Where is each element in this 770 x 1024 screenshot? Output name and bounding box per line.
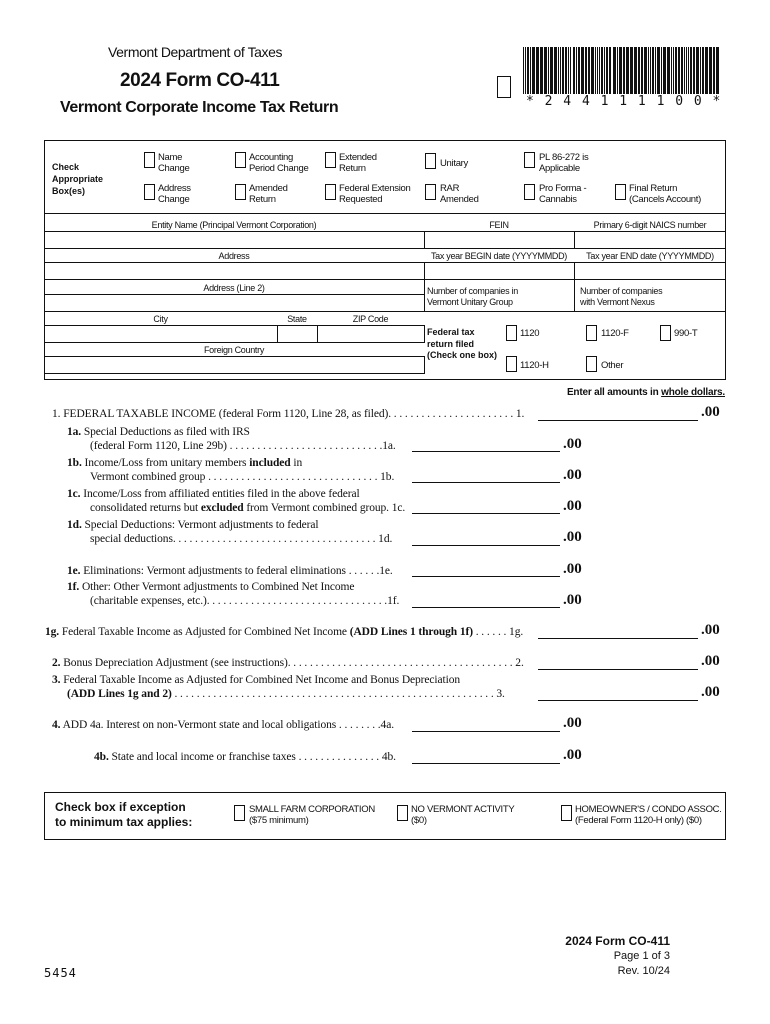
line-4b-cents: .00 bbox=[563, 747, 582, 763]
fein-input[interactable] bbox=[424, 231, 575, 249]
line-1b-label-2: Vermont combined group . . . . . . . . . . . . . . . . . . . . . . . . . . . . . . . 1b. bbox=[90, 471, 395, 483]
fed-1120f-label: 1120-F bbox=[601, 328, 629, 339]
line-1f-label-2: (charitable expenses, etc.). . . . . . . . . . . . . . . . . . . . . . . . . . . . . . . . .1f. bbox=[90, 595, 400, 607]
line-1g-label: 1g. Federal Taxable Income as Adjusted for Combined Net Income (ADD Lines 1 through 1f) . . . . . . 1g. bbox=[45, 626, 524, 638]
fed-1120h-label: 1120-H bbox=[520, 360, 549, 371]
accounting-period-checkbox[interactable] bbox=[235, 152, 246, 168]
line-1g-amount[interactable] bbox=[538, 638, 698, 639]
unitary-checkbox[interactable] bbox=[425, 153, 436, 169]
check-boxes-title: Check Appropriate Box(es) bbox=[52, 162, 104, 196]
line-2-label: 2. Bonus Depreciation Adjustment (see instructions). . . . . . . . . . . . . . . . . . . . . . . . . . . . . . . . . . . . . . . . . 2. bbox=[52, 657, 524, 669]
line-1b-label: 1b. Income/Loss from unitary members included in bbox=[67, 457, 303, 469]
num-companies-nexus-label: Number of companies with Vermont Nexus bbox=[580, 286, 663, 307]
line-1-cents: .00 bbox=[701, 404, 720, 420]
amended-return-checkbox[interactable] bbox=[235, 184, 246, 200]
foreign-country-input[interactable] bbox=[44, 356, 425, 374]
line-3-cents: .00 bbox=[701, 684, 720, 700]
line-1g-cents: .00 bbox=[701, 622, 720, 638]
tax-year-begin-label: Tax year BEGIN date (YYYYMMDD) bbox=[430, 251, 568, 261]
line-1b-amount[interactable] bbox=[412, 482, 560, 483]
no-vt-activity-checkbox[interactable] bbox=[397, 805, 408, 821]
footer-rev: Rev. 10/24 bbox=[617, 965, 670, 977]
line-1d-label: 1d. Special Deductions: Vermont adjustments to federal bbox=[67, 519, 319, 531]
line-4b-amount[interactable] bbox=[412, 763, 560, 764]
foreign-country-label: Foreign Country bbox=[203, 345, 265, 355]
line-1d-cents: .00 bbox=[563, 529, 582, 545]
fed-1120-checkbox[interactable] bbox=[506, 325, 517, 341]
department-name: Vermont Department of Taxes bbox=[108, 44, 283, 60]
line-1c-label-2: consolidated returns but excluded from Vermont combined group. 1c. bbox=[90, 502, 406, 514]
address-label: Address bbox=[218, 251, 250, 261]
num-companies-unitary-label: Number of companies in Vermont Unitary Group bbox=[427, 286, 518, 307]
fed-990t-checkbox[interactable] bbox=[660, 325, 671, 341]
naics-input[interactable] bbox=[574, 231, 726, 249]
pl-86-272-label: PL 86-272 is Applicable bbox=[539, 152, 589, 174]
homeowners-checkbox[interactable] bbox=[561, 805, 572, 821]
tax-year-end-label: Tax year END date (YYYYMMDD) bbox=[586, 251, 714, 261]
barcode-number: * 2 4 4 1 1 1 1 0 0 * bbox=[526, 94, 722, 109]
naics-label: Primary 6-digit NAICS number bbox=[593, 220, 707, 230]
extended-return-label: Extended Return bbox=[339, 152, 377, 174]
final-return-label: Final Return (Cancels Account) bbox=[629, 183, 701, 205]
footer-page: Page 1 of 3 bbox=[613, 950, 670, 962]
small-farm-checkbox[interactable] bbox=[234, 805, 245, 821]
line-4a-label: 4. ADD 4a. Interest on non-Vermont state and local obligations . . . . . . . .4a. bbox=[52, 719, 394, 731]
line-1a-label-2: (federal Form 1120, Line 29b) . . . . . . . . . . . . . . . . . . . . . . . . . . . .1a. bbox=[90, 440, 396, 452]
entity-name-input[interactable] bbox=[44, 231, 425, 249]
accounting-period-label: Accounting Period Change bbox=[249, 152, 309, 174]
fed-990t-label: 990-T bbox=[674, 328, 698, 339]
extended-return-checkbox[interactable] bbox=[325, 152, 336, 168]
federal-return-label: Federal tax return filed (Check one box) bbox=[427, 327, 498, 360]
city-label: City bbox=[153, 314, 168, 324]
amounts-note: Enter all amounts in whole dollars. bbox=[566, 387, 725, 398]
tax-year-end-input[interactable] bbox=[574, 262, 726, 280]
form-subtitle: Vermont Corporate Income Tax Return bbox=[60, 99, 339, 116]
line-1b-cents: .00 bbox=[563, 467, 582, 483]
zip-label: ZIP Code bbox=[352, 314, 389, 324]
fed-1120f-checkbox[interactable] bbox=[586, 325, 597, 341]
address-input[interactable] bbox=[44, 262, 425, 280]
exception-title: Check box if exception to minimum tax applies: bbox=[55, 800, 193, 829]
address2-input[interactable] bbox=[44, 294, 425, 312]
city-input[interactable] bbox=[44, 325, 278, 343]
line-1d-label-2: special deductions. . . . . . . . . . . . . . . . . . . . . . . . . . . . . . . . . . . . . 1d. bbox=[90, 533, 393, 545]
entity-name-label: Entity Name (Principal Vermont Corporation) bbox=[151, 220, 317, 230]
line-1e-label: 1e. Eliminations: Vermont adjustments to federal eliminations . . . . . .1e. bbox=[67, 565, 393, 577]
line-1c-label: 1c. Income/Loss from affiliated entities filed in the above federal bbox=[67, 488, 360, 500]
line-4b-label: 4b. State and local income or franchise taxes . . . . . . . . . . . . . . . 4b. bbox=[94, 751, 396, 763]
fed-1120h-checkbox[interactable] bbox=[506, 356, 517, 372]
small-farm-label: SMALL FARM CORPORATION ($75 minimum) bbox=[249, 804, 375, 826]
no-vt-activity-label: NO VERMONT ACTIVITY ($0) bbox=[411, 804, 515, 826]
line-3-label-2: (ADD Lines 1g and 2) . . . . . . . . . . . . . . . . . . . . . . . . . . . . . . . . . . . . . . . . . . . . . . . . . . . . . . . . . . 3. bbox=[67, 688, 505, 700]
form-title: 2024 Form CO-411 bbox=[120, 70, 280, 91]
address-change-label: Address Change bbox=[158, 183, 191, 205]
line-1c-cents: .00 bbox=[563, 498, 582, 514]
line-1f-cents: .00 bbox=[563, 592, 582, 608]
federal-extension-label: Federal Extension Requested bbox=[339, 183, 411, 205]
line-1f-label: 1f. Other: Other Vermont adjustments to Combined Net Income bbox=[67, 581, 355, 593]
pl-86-272-checkbox[interactable] bbox=[524, 152, 535, 168]
fed-other-checkbox[interactable] bbox=[586, 356, 597, 372]
line-1a-label: 1a. Special Deductions as filed with IRS bbox=[67, 426, 250, 438]
footer-form-name: 2024 Form CO-411 bbox=[565, 934, 670, 948]
barcode bbox=[523, 47, 721, 94]
line-2-amount[interactable] bbox=[538, 669, 698, 670]
address2-label: Address (Line 2) bbox=[203, 283, 265, 293]
line-3-amount[interactable] bbox=[538, 700, 698, 701]
fed-1120-label: 1120 bbox=[520, 328, 540, 339]
fed-other-label: Other bbox=[601, 360, 624, 371]
line-1e-cents: .00 bbox=[563, 561, 582, 577]
line-3-label: 3. Federal Taxable Income as Adjusted for Combined Net Income and Bonus Depreciation bbox=[52, 674, 461, 686]
line-1d-amount[interactable] bbox=[412, 545, 560, 546]
final-return-checkbox[interactable] bbox=[615, 184, 626, 200]
form-code: 5454 bbox=[44, 966, 77, 980]
amended-return-label: Amended Return bbox=[249, 183, 288, 205]
address-change-checkbox[interactable] bbox=[144, 184, 155, 200]
document-icon bbox=[497, 76, 511, 98]
fein-label: FEIN bbox=[489, 220, 509, 230]
unitary-label: Unitary bbox=[440, 158, 468, 169]
line-1e-amount[interactable] bbox=[412, 576, 560, 577]
line-2-cents: .00 bbox=[701, 653, 720, 669]
homeowners-label: HOMEOWNER'S / CONDO ASSOC. (Federal Form 1120-H only) ($0) bbox=[575, 804, 722, 826]
line-4a-amount[interactable] bbox=[412, 731, 560, 732]
tax-year-begin-input[interactable] bbox=[424, 262, 575, 280]
line-1a-cents: .00 bbox=[563, 436, 582, 452]
pro-forma-checkbox[interactable] bbox=[524, 184, 535, 200]
line-1-label: 1. FEDERAL TAXABLE INCOME (federal Form 1120, Line 28, as filed). . . . . . . . . . . . . . . . . . . . . . . 1. bbox=[52, 408, 525, 420]
zip-input[interactable] bbox=[317, 325, 425, 343]
pro-forma-label: Pro Forma - Cannabis bbox=[539, 183, 587, 205]
rar-amended-checkbox[interactable] bbox=[425, 184, 436, 200]
federal-extension-checkbox[interactable] bbox=[325, 184, 336, 200]
line-1f-amount[interactable] bbox=[412, 607, 560, 608]
line-1c-amount[interactable] bbox=[412, 513, 560, 514]
name-change-checkbox[interactable] bbox=[144, 152, 155, 168]
name-change-label: Name Change bbox=[158, 152, 190, 174]
state-input[interactable] bbox=[277, 325, 318, 343]
state-label: State bbox=[287, 314, 307, 324]
rar-amended-label: RAR Amended bbox=[440, 183, 479, 205]
line-1-amount[interactable] bbox=[538, 420, 698, 421]
line-4a-cents: .00 bbox=[563, 715, 582, 731]
line-1a-amount[interactable] bbox=[412, 451, 560, 452]
